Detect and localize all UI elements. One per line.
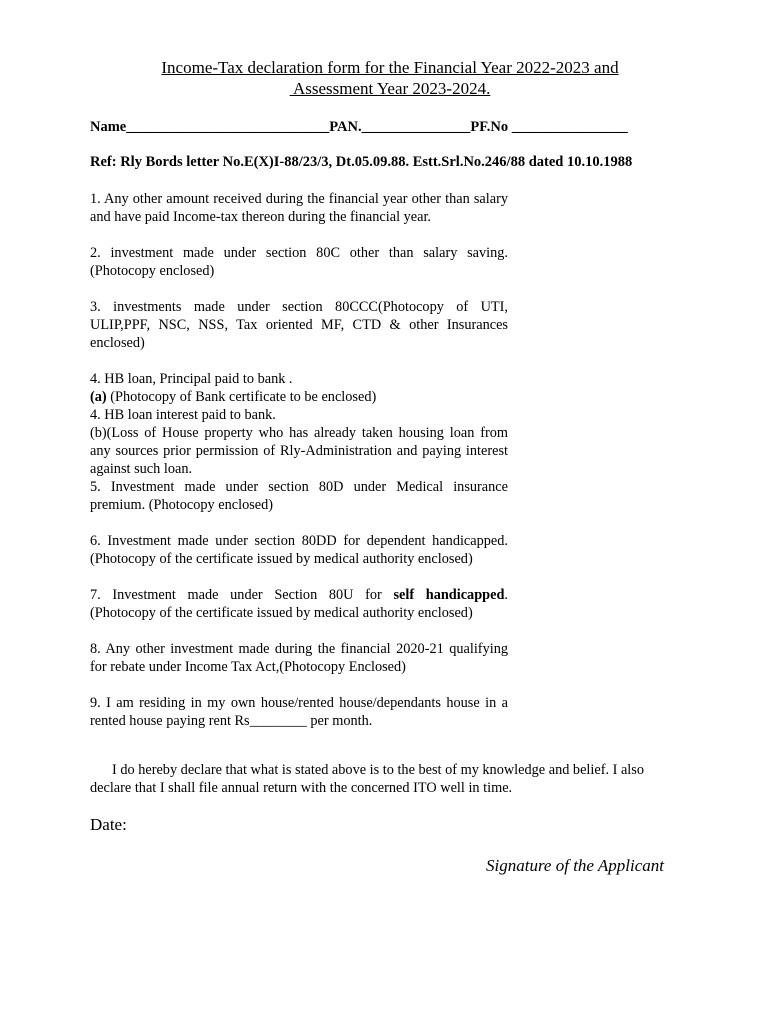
item-2: 2. investment made under section 80C other than salary saving. (Photocopy enclosed) xyxy=(90,245,508,279)
item-7 xyxy=(90,586,508,622)
date-label: Date: xyxy=(90,815,127,834)
item-7-bold-text: self handicapped xyxy=(393,587,505,603)
item-4b: (b)(Loss of House property who has already taken housing loan from any sources prior permission of Rly-Administration and paying interest against such loan. xyxy=(90,425,508,477)
item-4a-label: (a) xyxy=(90,389,107,405)
item-3: 3. investments made under section 80CCC(Photocopy of UTI, ULIP,PPF, NSC, NSS, Tax oriented MF, CTD & other Insurances enclosed) xyxy=(90,299,508,351)
item-4a xyxy=(90,388,508,406)
item-7-text-start: 7. Investment made under Section 80U for xyxy=(90,587,394,603)
declaration-statement: I do hereby declare that what is stated above is to the best of my knowledge and belief. I also declare that I shall file annual return with the concerned ITO well in time. xyxy=(90,762,644,796)
item-7-text-end: . (Photocopy of the certificate issued by medical authority enclosed) xyxy=(90,587,508,621)
name-pan-pf-fields: Name____________________________PAN._______________PF.No ________________ xyxy=(90,119,628,135)
form-title-line-1: Income-Tax declaration form for the Financial Year 2022-2023 and xyxy=(161,58,619,77)
item-9: 9. I am residing in my own house/rented house/dependants house in a rented house paying rent Rs________ per month. xyxy=(90,695,508,729)
item-1: 1. Any other amount received during the financial year other than salary and have paid Income-tax thereon during the financial year. xyxy=(90,191,508,225)
item-4-interest: 4. HB loan interest paid to bank. xyxy=(90,407,276,423)
item-4-principal: 4. HB loan, Principal paid to bank . xyxy=(90,371,293,387)
item-6: 6. Investment made under section 80DD for dependent handicapped. (Photocopy of the certificate issued by medical authority enclosed) xyxy=(90,533,508,567)
signature-label: Signature of the Applicant xyxy=(486,856,665,875)
item-5: 5. Investment made under section 80D under Medical insurance premium. (Photocopy enclosed) xyxy=(90,479,508,513)
item-8: 8. Any other investment made during the financial 2020-21 qualifying for rebate under Income Tax Act,(Photocopy Enclosed) xyxy=(90,641,508,675)
item-4a-text: (Photocopy of Bank certificate to be enclosed) xyxy=(106,389,377,405)
reference-line: Ref: Rly Bords letter No.E(X)I-88/23/3, Dt.05.09.88. Estt.Srl.No.246/88 dated 10.10.1988 xyxy=(90,154,633,170)
declaration-items xyxy=(90,190,508,730)
form-title-line-2: Assessment Year 2023-2024. xyxy=(289,79,491,98)
